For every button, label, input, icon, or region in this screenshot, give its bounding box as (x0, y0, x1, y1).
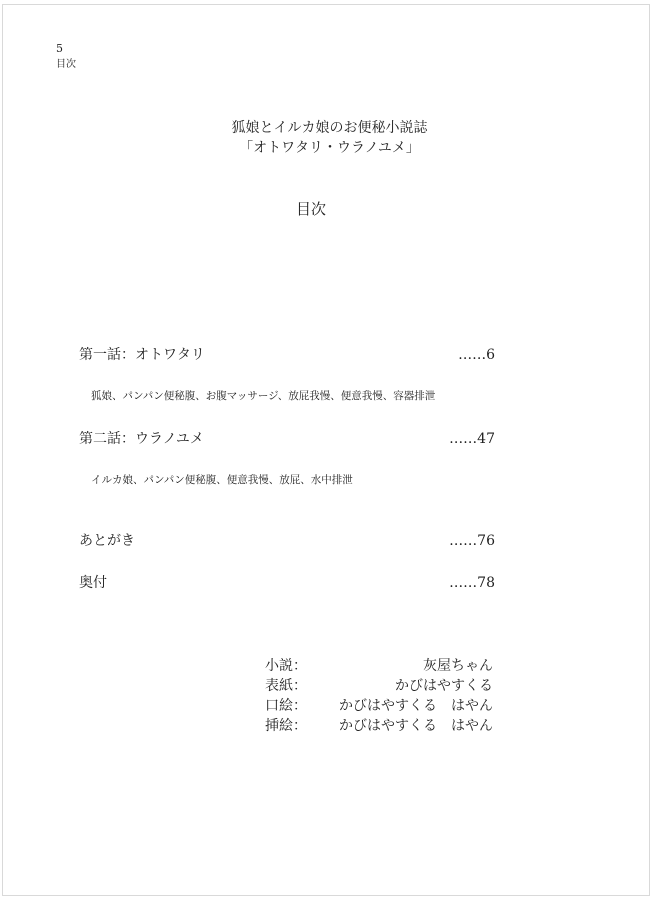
title-block (3, 118, 653, 158)
toc-entry-page: ……76 (449, 533, 495, 549)
toc-entry-title: 第二話：ウラノユメ (79, 431, 204, 447)
toc-entry (79, 429, 495, 449)
toc-entry (79, 345, 495, 365)
credits-block (265, 656, 493, 736)
toc-entry-page: ……78 (449, 575, 495, 591)
credit-name: かびはやすくる (395, 678, 493, 694)
publication-subtitle: 「オトワタリ・ウラノユメ」 (239, 140, 420, 156)
credit-role: 表紙： (265, 678, 307, 694)
toc-entry-description: イルカ娘、パンパン便秘腹、便意我慢、放屁、水中排泄 (91, 474, 353, 486)
credit-role: 小説： (265, 658, 307, 674)
toc-heading: 目次 (295, 200, 326, 218)
credit-role: 口絵： (265, 698, 307, 714)
toc-entry-description: 狐娘、パンパン便秘腹、お腹マッサージ、放屁我慢、便意我慢、容器排泄 (91, 390, 436, 402)
credit-name: 灰屋ちゃん (423, 658, 493, 674)
running-header: 目次 (56, 59, 76, 70)
toc-entry-page: ……47 (449, 431, 495, 447)
credit-name: かびはやすくる はやん (339, 698, 493, 714)
publication-title: 狐娘とイルカ娘のお便秘小説誌 (231, 120, 428, 136)
page-number: 5 (56, 42, 63, 55)
credit-row (265, 676, 493, 696)
toc-entry-page: ……6 (458, 347, 495, 363)
credit-row (265, 716, 493, 736)
credit-role: 挿絵： (265, 718, 307, 734)
toc-entry (79, 573, 495, 593)
credit-name: かびはやすくる はやん (339, 718, 493, 734)
toc-entry (79, 531, 495, 551)
page (2, 4, 650, 896)
credit-row (265, 696, 493, 716)
credit-row (265, 656, 493, 676)
toc-entry-title: あとがき (79, 533, 135, 549)
toc-entry-title: 奥付 (79, 575, 107, 591)
toc-entry-title: 第一話：オトワタリ (79, 347, 205, 363)
